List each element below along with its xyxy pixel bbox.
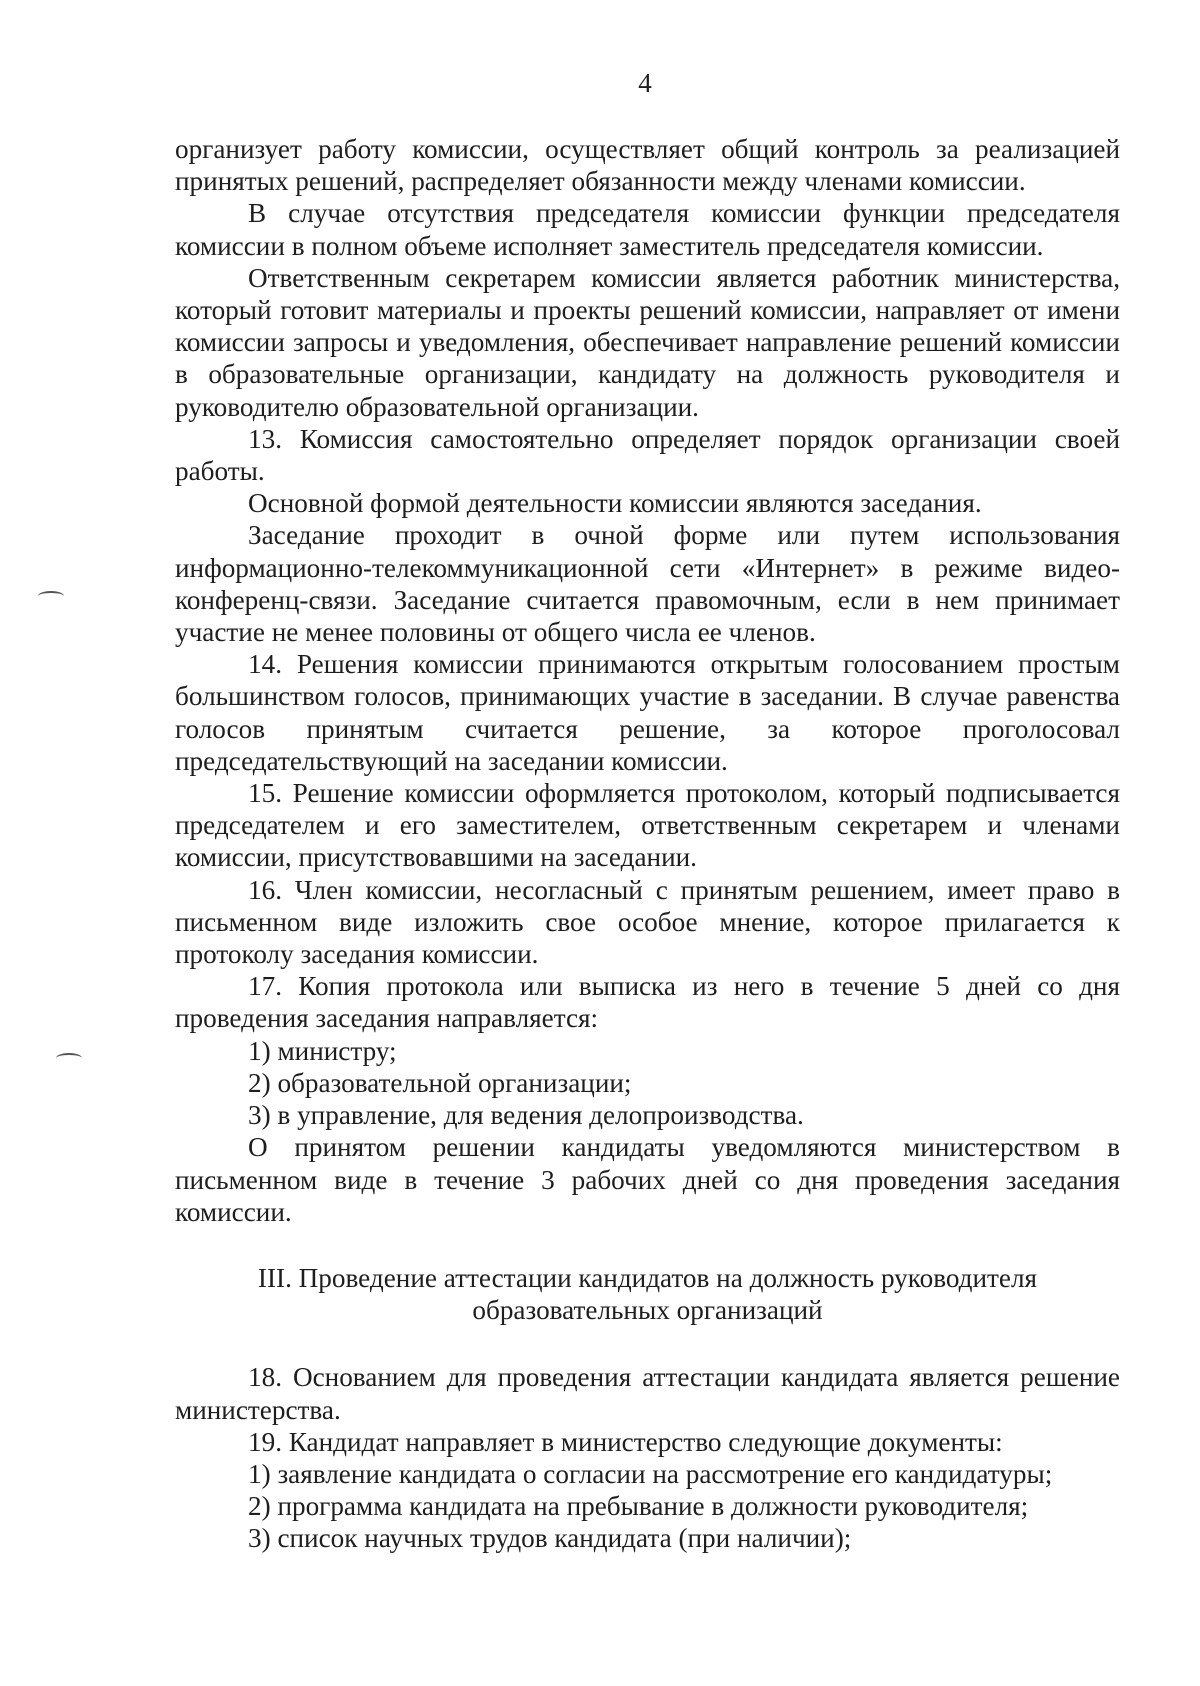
paragraph: Заседание проходит в очной форме или путем использования информационно-телекоммуникационной сети «Интернет» в режиме видео-конференц-связи. Заседание считается правомочным, если в нем принимает участие не менее половины от общего числа ее членов. xyxy=(175,520,1120,648)
paragraph: О принятом решении кандидаты уведомляются министерством в письменном виде в течение 3 рабочих дней со дня проведения заседания комиссии. xyxy=(175,1132,1120,1227)
list-item: 3) список научных трудов кандидата (при наличии); xyxy=(248,1523,852,1554)
paragraph: В случае отсутствия председателя комиссии функции председателя комиссии в полном объеме исполняет заместитель председателя комиссии. xyxy=(175,198,1120,261)
list-item: 3) в управление, для ведения делопроизводства. xyxy=(248,1100,804,1131)
paragraph: 19. Кандидат направляет в министерство следующие документы: xyxy=(248,1426,1003,1457)
section-heading xyxy=(175,1262,1120,1326)
paragraph: Основной формой деятельности комиссии являются заседания. xyxy=(248,488,982,519)
section-heading-line: III. Проведение аттестации кандидатов на должность руководителя xyxy=(257,1262,1038,1293)
paragraph: 13. Комиссия самостоятельно определяет порядок организации своей работы. xyxy=(175,423,1120,487)
section-heading-line: образовательных организаций xyxy=(472,1295,823,1326)
scan-artifact-mark xyxy=(56,1053,82,1063)
scan-artifact-mark xyxy=(38,591,64,601)
paragraph: 15. Решение комиссии оформляется протоколом, который подписывается председателем и его заместителем, ответственным секретарем и членами комиссии, присутствовавшими на заседании. xyxy=(175,778,1120,873)
list-item: 2) образовательной организации; xyxy=(248,1067,632,1098)
document-body xyxy=(175,133,1120,1555)
paragraph: 17. Копия протокола или выписка из него в течение 5 дней со дня проведения заседания направляется: xyxy=(175,971,1120,1034)
paragraph: организует работу комиссии, осуществляет общий контроль за реализацией принятых решений, распределяет обязанности между членами комиссии. xyxy=(175,134,1120,197)
paragraph: 16. Член комиссии, несогласный с принятым решением, имеет право в письменном виде изложить свое особое мнение, которое прилагается к протоколу заседания комиссии. xyxy=(175,874,1120,970)
list-item: 1) министру; xyxy=(248,1035,397,1066)
list-item: 1) заявление кандидата о согласии на рассмотрение его кандидатуры; xyxy=(248,1458,1053,1489)
paragraph: Ответственным секретарем комиссии является работник министерства, который готовит материалы и проекты решений комиссии, направляет от имени комиссии запросы и уведомления, обеспечивает направление решений комиссии в образовательные организации, кандидату на должность руководителя и руководителю образовательной организации. xyxy=(175,262,1120,422)
paragraph: 18. Основанием для проведения аттестации кандидата является решение министерства. xyxy=(175,1362,1120,1425)
list-item: 2) программа кандидата на пребывание в должности руководителя; xyxy=(248,1491,1029,1522)
paragraph: 14. Решения комиссии принимаются открытым голосованием простым большинством голосов, принимающих участие в заседании. В случае равенства голосов принятым считается решение, за которое проголосовал председательствующий на заседании комиссии. xyxy=(175,649,1120,776)
page-number: 4 xyxy=(638,68,652,98)
